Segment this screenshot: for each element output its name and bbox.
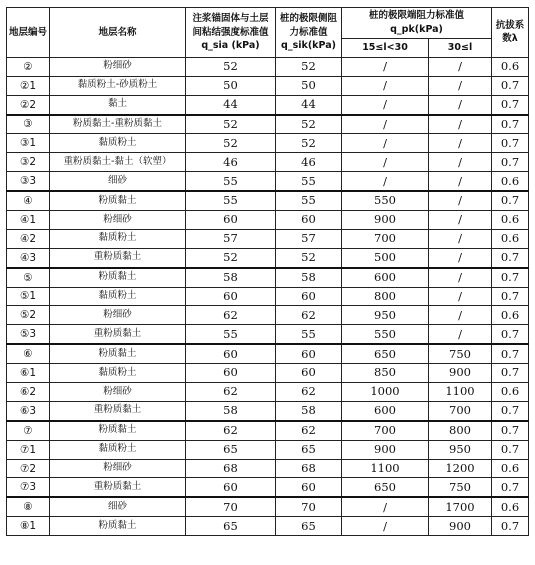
cell-layer-name: 黏土 [50, 95, 186, 114]
cell-layer-code: ⑥3 [7, 401, 50, 420]
table-row [7, 95, 529, 114]
cell-anchor-bond-strength: 60 [186, 344, 276, 363]
cell-anchor-bond-strength: 55 [186, 325, 276, 344]
cell-end-resistance-long: / [429, 325, 492, 344]
cell-layer-code: ⑧ [7, 497, 50, 516]
cell-end-resistance-short: 650 [342, 478, 429, 497]
cell-uplift-coefficient: 0.7 [492, 325, 529, 344]
cell-side-resistance: 52 [276, 248, 342, 267]
cell-layer-name: 粉质黏土 [50, 268, 186, 287]
cell-side-resistance: 52 [276, 115, 342, 134]
cell-uplift-coefficient: 0.6 [492, 306, 529, 325]
cell-layer-code: ④2 [7, 229, 50, 248]
cell-end-resistance-short: 900 [342, 211, 429, 230]
table-row [7, 383, 529, 402]
cell-layer-name: 黏质粉土 [50, 287, 186, 306]
cell-layer-name: 黏质粉土 [50, 440, 186, 459]
table-row [7, 364, 529, 383]
table-row [7, 306, 529, 325]
cell-end-resistance-long: 1700 [429, 497, 492, 516]
cell-anchor-bond-strength: 58 [186, 268, 276, 287]
cell-layer-code: ⑦3 [7, 478, 50, 497]
cell-end-resistance-long: / [429, 287, 492, 306]
cell-layer-name: 重粉质黏土 [50, 248, 186, 267]
cell-end-resistance-long: 750 [429, 478, 492, 497]
cell-end-resistance-long: / [429, 268, 492, 287]
cell-layer-name: 粉细砂 [50, 57, 186, 76]
cell-side-resistance: 55 [276, 191, 342, 210]
cell-end-resistance-short: 700 [342, 421, 429, 440]
soil-parameter-table [6, 7, 529, 536]
cell-anchor-bond-strength: 57 [186, 229, 276, 248]
cell-layer-name: 粉细砂 [50, 383, 186, 402]
cell-layer-code: ⑥1 [7, 364, 50, 383]
table-row [7, 421, 529, 440]
cell-layer-code: ⑦1 [7, 440, 50, 459]
cell-layer-name: 粉细砂 [50, 211, 186, 230]
cell-end-resistance-short: 800 [342, 287, 429, 306]
cell-layer-code: ⑥2 [7, 383, 50, 402]
cell-end-resistance-short: 500 [342, 248, 429, 267]
table-row [7, 325, 529, 344]
cell-uplift-coefficient: 0.6 [492, 211, 529, 230]
table-row [7, 57, 529, 76]
cell-end-resistance-short: 1100 [342, 459, 429, 478]
cell-end-resistance-long: / [429, 248, 492, 267]
cell-layer-code: ⑧1 [7, 517, 50, 536]
cell-side-resistance: 46 [276, 153, 342, 172]
table-row [7, 248, 529, 267]
cell-layer-code: ② [7, 57, 50, 76]
cell-anchor-bond-strength: 65 [186, 440, 276, 459]
cell-layer-code: ⑤2 [7, 306, 50, 325]
cell-end-resistance-short: / [342, 134, 429, 153]
cell-end-resistance-long: 800 [429, 421, 492, 440]
cell-uplift-coefficient: 0.7 [492, 287, 529, 306]
cell-end-resistance-short: / [342, 172, 429, 191]
cell-anchor-bond-strength: 60 [186, 287, 276, 306]
cell-end-resistance-long: / [429, 211, 492, 230]
cell-anchor-bond-strength: 52 [186, 115, 276, 134]
cell-layer-code: ③2 [7, 153, 50, 172]
cell-layer-code: ⑥ [7, 344, 50, 363]
cell-layer-name: 重粉质黏土 [50, 401, 186, 420]
header-side-resistance: 桩的极限侧阻力标准值 q_sik(kPa) [276, 8, 342, 58]
table-row [7, 459, 529, 478]
cell-layer-name: 重粉质黏土-黏土（软塑） [50, 153, 186, 172]
cell-anchor-bond-strength: 58 [186, 401, 276, 420]
cell-side-resistance: 60 [276, 478, 342, 497]
cell-uplift-coefficient: 0.6 [492, 383, 529, 402]
cell-anchor-bond-strength: 62 [186, 421, 276, 440]
cell-layer-name: 粉质黏土 [50, 344, 186, 363]
header-uplift-coefficient: 抗拔系数λ [492, 8, 529, 58]
header-end-range-2: 30≤l [429, 39, 492, 58]
cell-end-resistance-long: 950 [429, 440, 492, 459]
cell-layer-name: 重粉质黏土 [50, 325, 186, 344]
cell-end-resistance-long: / [429, 306, 492, 325]
cell-anchor-bond-strength: 46 [186, 153, 276, 172]
cell-end-resistance-short: 600 [342, 401, 429, 420]
cell-end-resistance-long: / [429, 95, 492, 114]
cell-side-resistance: 60 [276, 287, 342, 306]
cell-layer-name: 粉质黏土-重粉质黏土 [50, 115, 186, 134]
cell-side-resistance: 62 [276, 383, 342, 402]
table-row [7, 401, 529, 420]
cell-layer-name: 细砂 [50, 172, 186, 191]
cell-side-resistance: 70 [276, 497, 342, 516]
cell-anchor-bond-strength: 65 [186, 517, 276, 536]
cell-uplift-coefficient: 0.7 [492, 401, 529, 420]
cell-layer-name: 重粉质黏土 [50, 478, 186, 497]
cell-layer-name: 粉质黏土 [50, 191, 186, 210]
cell-end-resistance-short: / [342, 57, 429, 76]
cell-side-resistance: 62 [276, 306, 342, 325]
cell-uplift-coefficient: 0.7 [492, 344, 529, 363]
cell-side-resistance: 55 [276, 325, 342, 344]
cell-uplift-coefficient: 0.7 [492, 248, 529, 267]
cell-anchor-bond-strength: 55 [186, 172, 276, 191]
cell-side-resistance: 68 [276, 459, 342, 478]
cell-anchor-bond-strength: 68 [186, 459, 276, 478]
cell-side-resistance: 58 [276, 268, 342, 287]
cell-end-resistance-short: / [342, 517, 429, 536]
table-row [7, 440, 529, 459]
cell-layer-code: ④1 [7, 211, 50, 230]
cell-end-resistance-long: / [429, 57, 492, 76]
cell-side-resistance: 50 [276, 76, 342, 95]
cell-uplift-coefficient: 0.7 [492, 95, 529, 114]
table-row [7, 497, 529, 516]
cell-end-resistance-long: 750 [429, 344, 492, 363]
cell-side-resistance: 58 [276, 401, 342, 420]
cell-end-resistance-long: 1200 [429, 459, 492, 478]
table-row [7, 517, 529, 536]
table-row [7, 211, 529, 230]
cell-layer-name: 黏质粉土 [50, 364, 186, 383]
cell-anchor-bond-strength: 70 [186, 497, 276, 516]
table-row [7, 229, 529, 248]
cell-layer-code: ③3 [7, 172, 50, 191]
table-row [7, 287, 529, 306]
cell-end-resistance-long: 900 [429, 517, 492, 536]
cell-anchor-bond-strength: 52 [186, 248, 276, 267]
cell-end-resistance-short: / [342, 497, 429, 516]
cell-side-resistance: 60 [276, 211, 342, 230]
cell-layer-code: ③ [7, 115, 50, 134]
cell-end-resistance-short: / [342, 153, 429, 172]
cell-end-resistance-long: / [429, 134, 492, 153]
cell-end-resistance-long: / [429, 115, 492, 134]
cell-end-resistance-short: 850 [342, 364, 429, 383]
cell-uplift-coefficient: 0.7 [492, 517, 529, 536]
cell-side-resistance: 65 [276, 517, 342, 536]
cell-uplift-coefficient: 0.7 [492, 134, 529, 153]
cell-layer-code: ②1 [7, 76, 50, 95]
cell-side-resistance: 52 [276, 134, 342, 153]
table-row [7, 76, 529, 95]
table-row [7, 478, 529, 497]
cell-uplift-coefficient: 0.7 [492, 76, 529, 95]
cell-side-resistance: 62 [276, 421, 342, 440]
table-row [7, 268, 529, 287]
cell-layer-code: ⑦2 [7, 459, 50, 478]
cell-layer-name: 粉细砂 [50, 306, 186, 325]
cell-uplift-coefficient: 0.7 [492, 440, 529, 459]
table-row [7, 134, 529, 153]
cell-end-resistance-long: 1100 [429, 383, 492, 402]
cell-end-resistance-long: 700 [429, 401, 492, 420]
cell-layer-name: 黏质粉土-砂质粉土 [50, 76, 186, 95]
cell-uplift-coefficient: 0.7 [492, 478, 529, 497]
cell-anchor-bond-strength: 60 [186, 478, 276, 497]
cell-anchor-bond-strength: 52 [186, 57, 276, 76]
cell-uplift-coefficient: 0.6 [492, 172, 529, 191]
table-row [7, 191, 529, 210]
header-layer-name: 地层名称 [50, 8, 186, 58]
cell-layer-name: 细砂 [50, 497, 186, 516]
header-end-resistance: 桩的极限端阻力标准值 q_pk(kPa) [342, 8, 492, 39]
cell-uplift-coefficient: 0.6 [492, 229, 529, 248]
table-row [7, 153, 529, 172]
cell-end-resistance-long: 900 [429, 364, 492, 383]
cell-layer-name: 粉细砂 [50, 459, 186, 478]
cell-layer-code: ⑦ [7, 421, 50, 440]
cell-uplift-coefficient: 0.6 [492, 497, 529, 516]
cell-end-resistance-short: 1000 [342, 383, 429, 402]
cell-end-resistance-long: / [429, 172, 492, 191]
cell-layer-code: ⑤ [7, 268, 50, 287]
cell-layer-name: 粉质黏土 [50, 421, 186, 440]
cell-end-resistance-short: 650 [342, 344, 429, 363]
cell-layer-code: ⑤3 [7, 325, 50, 344]
cell-end-resistance-long: / [429, 191, 492, 210]
table-row [7, 344, 529, 363]
cell-end-resistance-long: / [429, 76, 492, 95]
cell-end-resistance-short: 950 [342, 306, 429, 325]
cell-end-resistance-short: 550 [342, 191, 429, 210]
cell-anchor-bond-strength: 55 [186, 191, 276, 210]
cell-layer-code: ③1 [7, 134, 50, 153]
cell-uplift-coefficient: 0.7 [492, 268, 529, 287]
cell-layer-code: ④ [7, 191, 50, 210]
cell-end-resistance-long: / [429, 229, 492, 248]
cell-end-resistance-short: / [342, 76, 429, 95]
cell-uplift-coefficient: 0.7 [492, 191, 529, 210]
cell-end-resistance-short: 700 [342, 229, 429, 248]
cell-anchor-bond-strength: 60 [186, 211, 276, 230]
cell-end-resistance-short: 600 [342, 268, 429, 287]
cell-anchor-bond-strength: 52 [186, 134, 276, 153]
header-layer-code: 地层编号 [7, 8, 50, 58]
cell-layer-name: 黏质粉土 [50, 134, 186, 153]
cell-anchor-bond-strength: 50 [186, 76, 276, 95]
cell-anchor-bond-strength: 62 [186, 383, 276, 402]
cell-layer-code: ②2 [7, 95, 50, 114]
cell-layer-name: 黏质粉土 [50, 229, 186, 248]
cell-layer-code: ④3 [7, 248, 50, 267]
table-row [7, 115, 529, 134]
cell-side-resistance: 44 [276, 95, 342, 114]
cell-uplift-coefficient: 0.7 [492, 153, 529, 172]
cell-uplift-coefficient: 0.6 [492, 57, 529, 76]
table-row [7, 172, 529, 191]
cell-end-resistance-short: 550 [342, 325, 429, 344]
cell-side-resistance: 57 [276, 229, 342, 248]
header-anchor-bond-strength: 注浆锚固体与土层间粘结强度标准值 q_sia (kPa) [186, 8, 276, 58]
header-end-range-1: 15≤l<30 [342, 39, 429, 58]
cell-end-resistance-long: / [429, 153, 492, 172]
cell-layer-name: 粉质黏土 [50, 517, 186, 536]
cell-anchor-bond-strength: 44 [186, 95, 276, 114]
table-body [7, 57, 529, 535]
cell-uplift-coefficient: 0.7 [492, 115, 529, 134]
cell-end-resistance-short: 900 [342, 440, 429, 459]
cell-anchor-bond-strength: 60 [186, 364, 276, 383]
cell-side-resistance: 65 [276, 440, 342, 459]
cell-uplift-coefficient: 0.7 [492, 364, 529, 383]
cell-side-resistance: 60 [276, 364, 342, 383]
cell-side-resistance: 55 [276, 172, 342, 191]
cell-side-resistance: 60 [276, 344, 342, 363]
cell-side-resistance: 52 [276, 57, 342, 76]
cell-layer-code: ⑤1 [7, 287, 50, 306]
cell-uplift-coefficient: 0.6 [492, 459, 529, 478]
cell-anchor-bond-strength: 62 [186, 306, 276, 325]
cell-end-resistance-short: / [342, 115, 429, 134]
cell-end-resistance-short: / [342, 95, 429, 114]
cell-uplift-coefficient: 0.7 [492, 421, 529, 440]
